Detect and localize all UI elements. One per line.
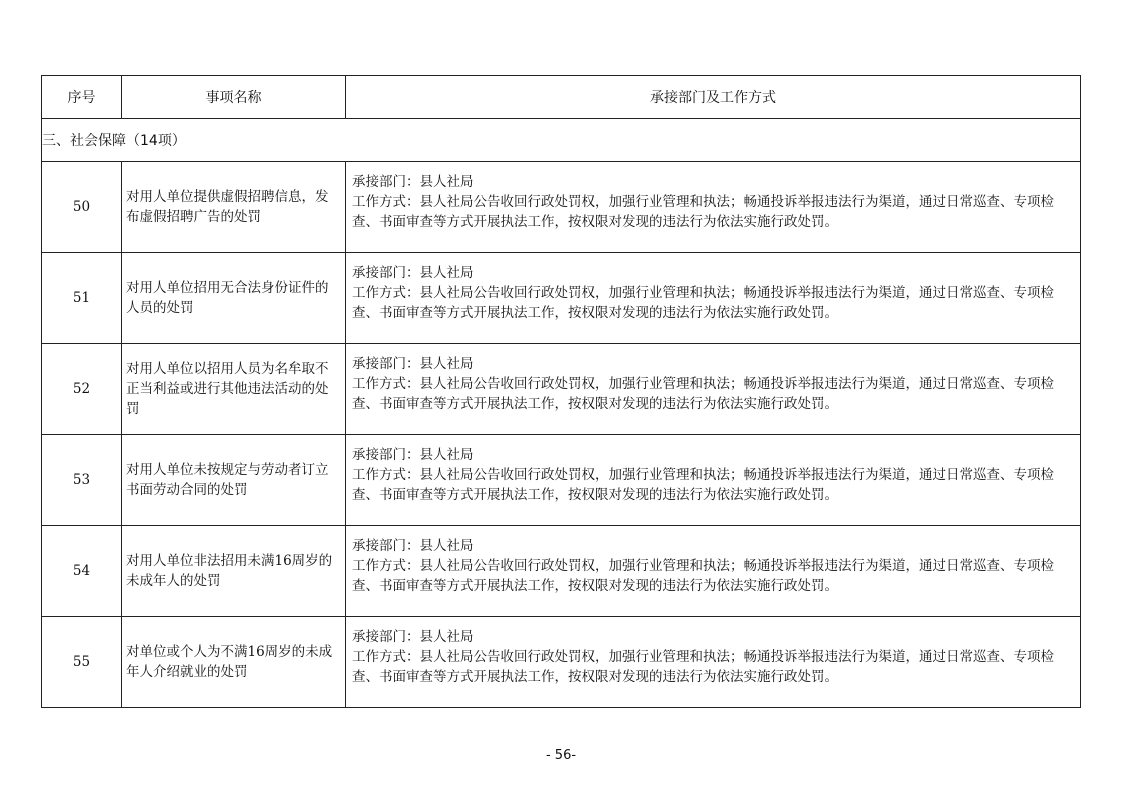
table-row (42, 435, 1081, 526)
row-method: 工作方式：县人社局公告收回行政处罚权，加强行业管理和执法；畅通投诉举报违法行为渠道，通过日常巡查、专项检查、书面审查等方式开展执法工作，按权限对发现的违法行为依法实施行政处罚。 (352, 376, 1054, 412)
row-num: 54 (42, 526, 122, 617)
section-row (42, 119, 1081, 162)
row-name: 对用人单位提供虚假招聘信息，发布虚假招聘广告的处罚 (122, 162, 346, 253)
table-row (42, 344, 1081, 435)
row-num: 51 (42, 253, 122, 344)
items-table (41, 75, 1081, 708)
table-row (42, 162, 1081, 253)
row-dept: 承接部门：县人社局 (352, 174, 474, 190)
row-num: 50 (42, 162, 122, 253)
page-number: - 56- (545, 748, 577, 763)
row-num: 52 (42, 344, 122, 435)
row-method: 工作方式：县人社局公告收回行政处罚权，加强行业管理和执法；畅通投诉举报违法行为渠道，通过日常巡查、专项检查、书面审查等方式开展执法工作，按权限对发现的违法行为依法实施行政处罚。 (352, 194, 1054, 230)
row-dept: 承接部门：县人社局 (352, 356, 474, 372)
row-num: 53 (42, 435, 122, 526)
row-name: 对用人单位招用无合法身份证件的人员的处罚 (122, 253, 346, 344)
row-name: 对用人单位非法招用未满16周岁的未成年人的处罚 (122, 526, 346, 617)
table-row (42, 253, 1081, 344)
row-desc (346, 253, 1081, 344)
row-name: 对用人单位未按规定与劳动者订立书面劳动合同的处罚 (122, 435, 346, 526)
table-row (42, 526, 1081, 617)
row-method: 工作方式：县人社局公告收回行政处罚权，加强行业管理和执法；畅通投诉举报违法行为渠道，通过日常巡查、专项检查、书面审查等方式开展执法工作，按权限对发现的违法行为依法实施行政处罚。 (352, 467, 1054, 503)
row-name: 对用人单位以招用人员为名牟取不正当利益或进行其他违法活动的处罚 (122, 344, 346, 435)
table-header-row (42, 76, 1081, 119)
header-num: 序号 (42, 76, 122, 119)
row-dept: 承接部门：县人社局 (352, 265, 474, 281)
row-desc (346, 344, 1081, 435)
row-dept: 承接部门：县人社局 (352, 538, 474, 554)
row-desc (346, 617, 1081, 708)
row-dept: 承接部门：县人社局 (352, 629, 474, 645)
section-title: 三、社会保障（14项） (42, 119, 1081, 162)
row-desc (346, 526, 1081, 617)
row-method: 工作方式：县人社局公告收回行政处罚权，加强行业管理和执法；畅通投诉举报违法行为渠道，通过日常巡查、专项检查、书面审查等方式开展执法工作，按权限对发现的违法行为依法实施行政处罚。 (352, 558, 1054, 594)
header-dept: 承接部门及工作方式 (346, 76, 1081, 119)
table-row (42, 617, 1081, 708)
row-dept: 承接部门：县人社局 (352, 447, 474, 463)
row-desc (346, 435, 1081, 526)
row-num: 55 (42, 617, 122, 708)
row-desc (346, 162, 1081, 253)
row-method: 工作方式：县人社局公告收回行政处罚权，加强行业管理和执法；畅通投诉举报违法行为渠道，通过日常巡查、专项检查、书面审查等方式开展执法工作，按权限对发现的违法行为依法实施行政处罚。 (352, 649, 1054, 685)
header-name: 事项名称 (122, 76, 346, 119)
row-method: 工作方式：县人社局公告收回行政处罚权，加强行业管理和执法；畅通投诉举报违法行为渠道，通过日常巡查、专项检查、书面审查等方式开展执法工作，按权限对发现的违法行为依法实施行政处罚。 (352, 285, 1054, 321)
row-name: 对单位或个人为不满16周岁的未成年人介绍就业的处罚 (122, 617, 346, 708)
